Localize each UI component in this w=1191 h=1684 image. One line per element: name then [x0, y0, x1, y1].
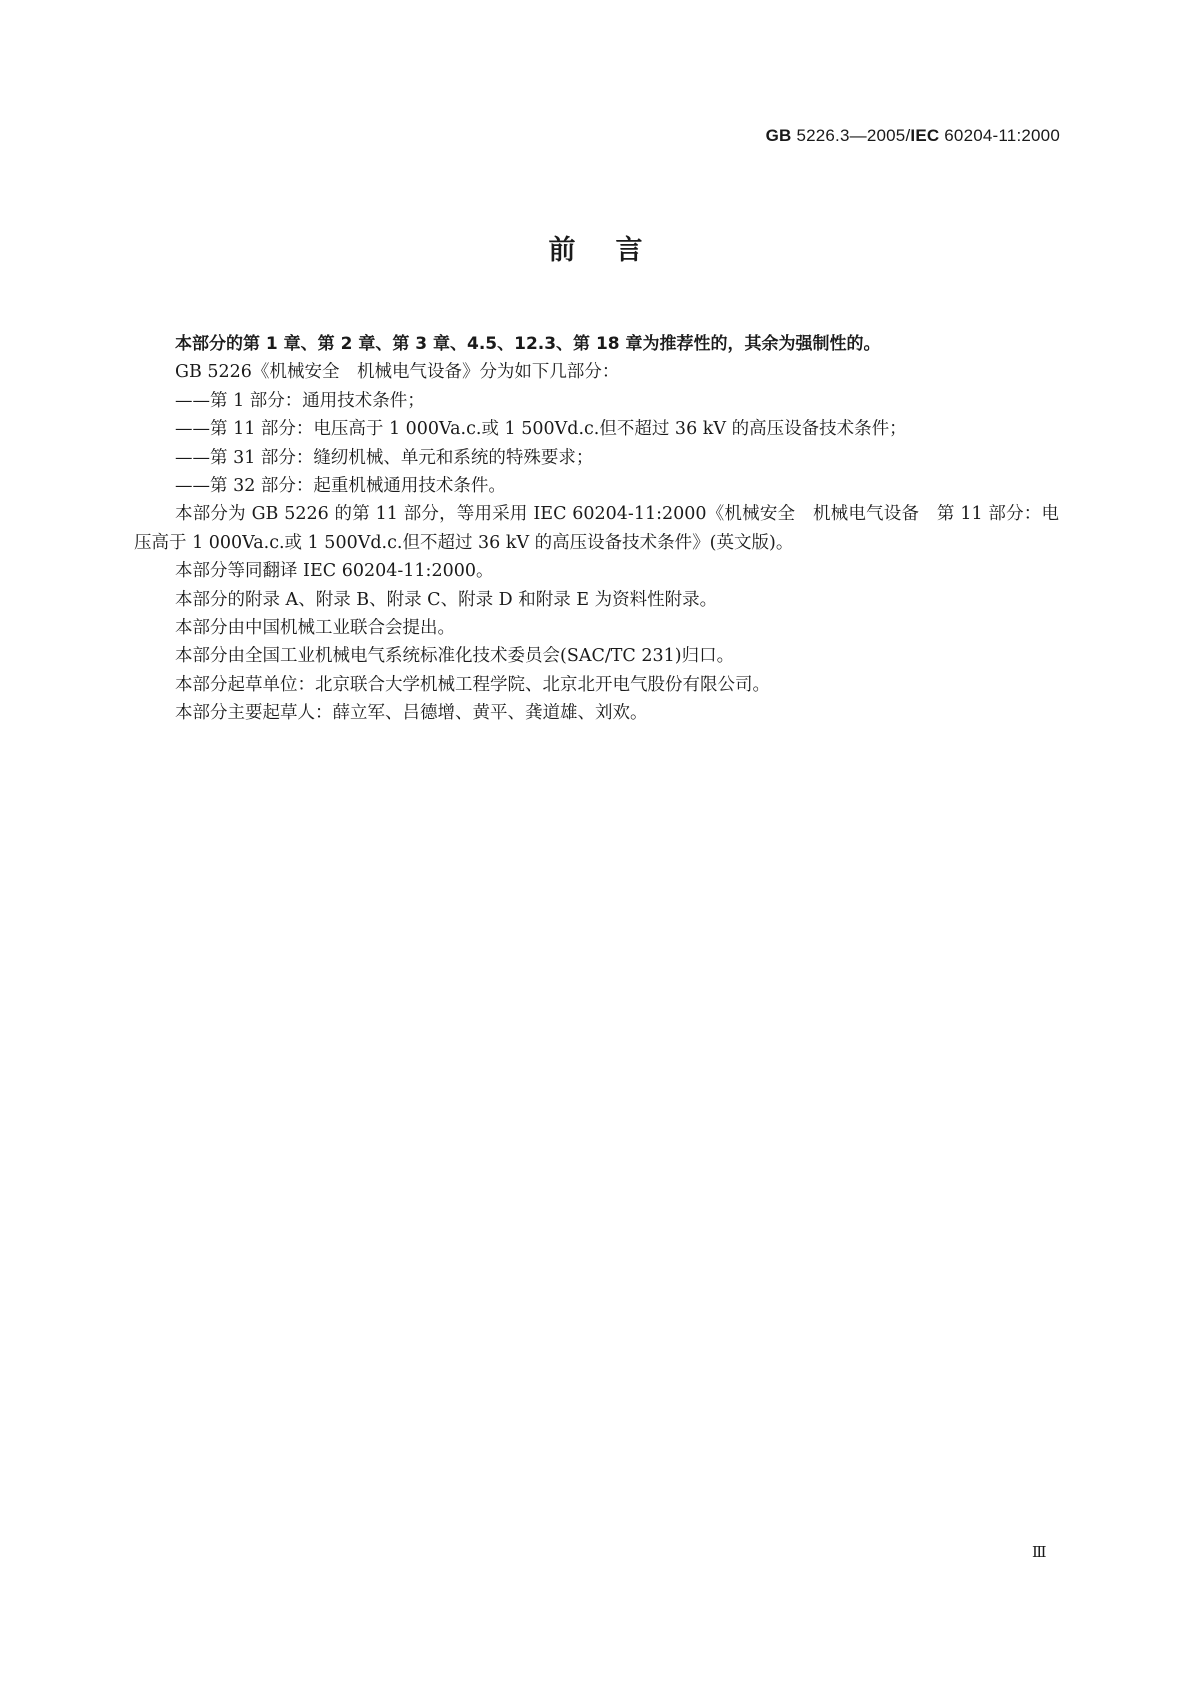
header-code-gb: GB	[765, 126, 792, 145]
paragraph-part-31: ——第 31 部分：缝纫机械、单元和系统的特殊要求；	[175, 447, 594, 468]
header-code-number: 5226.3—2005/	[791, 126, 911, 145]
paragraph-managed-by: 本部分由全国工业机械电气系统标准化技术委员会(SAC/TC 231)归口。	[175, 646, 735, 667]
foreword-body	[134, 330, 1059, 728]
paragraph-translation: 本部分等同翻译 IEC 60204-11:2000。	[175, 561, 494, 582]
paragraph-proposed-by: 本部分由中国机械工业联合会提出。	[175, 618, 455, 639]
paragraph-drafting-units: 本部分起草单位：北京联合大学机械工程学院、北京北开电气股份有限公司。	[175, 674, 770, 695]
paragraph-annexes: 本部分的附录 A、附录 B、附录 C、附录 D 和附录 E 为资料性附录。	[175, 589, 718, 610]
paragraph-drafters: 本部分主要起草人：薛立军、吕德增、黄平、龚道雄、刘欢。	[175, 703, 648, 724]
paragraph-part-32: ——第 32 部分：起重机械通用技术条件。	[175, 476, 506, 497]
page-number: Ⅲ	[1032, 1543, 1047, 1561]
paragraph-parts-intro: GB 5226《机械安全 机械电气设备》分为如下几部分：	[175, 362, 620, 383]
header-code-iec-number: 60204-11:2000	[939, 126, 1060, 145]
paragraph-part-1: ——第 1 部分：通用技术条件；	[175, 390, 425, 411]
paragraph-part-11: ——第 11 部分：电压高于 1 000Va.c.或 1 500Vd.c.但不超过 36 kV 的高压设备技术条件；	[175, 419, 907, 440]
standard-code-header	[766, 126, 1060, 146]
page-title: 前言	[548, 235, 683, 266]
paragraph-adoption: 本部分为 GB 5226 的第 11 部分，等用采用 IEC 60204-11:2000《机械安全 机械电气设备 第 11 部分：电压高于 1 000Va.c.或 1 500Vd.c.但不超过 36 kV 的高压设备技术条件》(英文版)。	[134, 504, 1059, 553]
paragraph-recommendation: 本部分的第 1 章、第 2 章、第 3 章、4.5、12.3、第 18 章为推荐性的，其余为强制性的。	[175, 334, 881, 354]
header-code-iec: IEC	[910, 126, 940, 145]
